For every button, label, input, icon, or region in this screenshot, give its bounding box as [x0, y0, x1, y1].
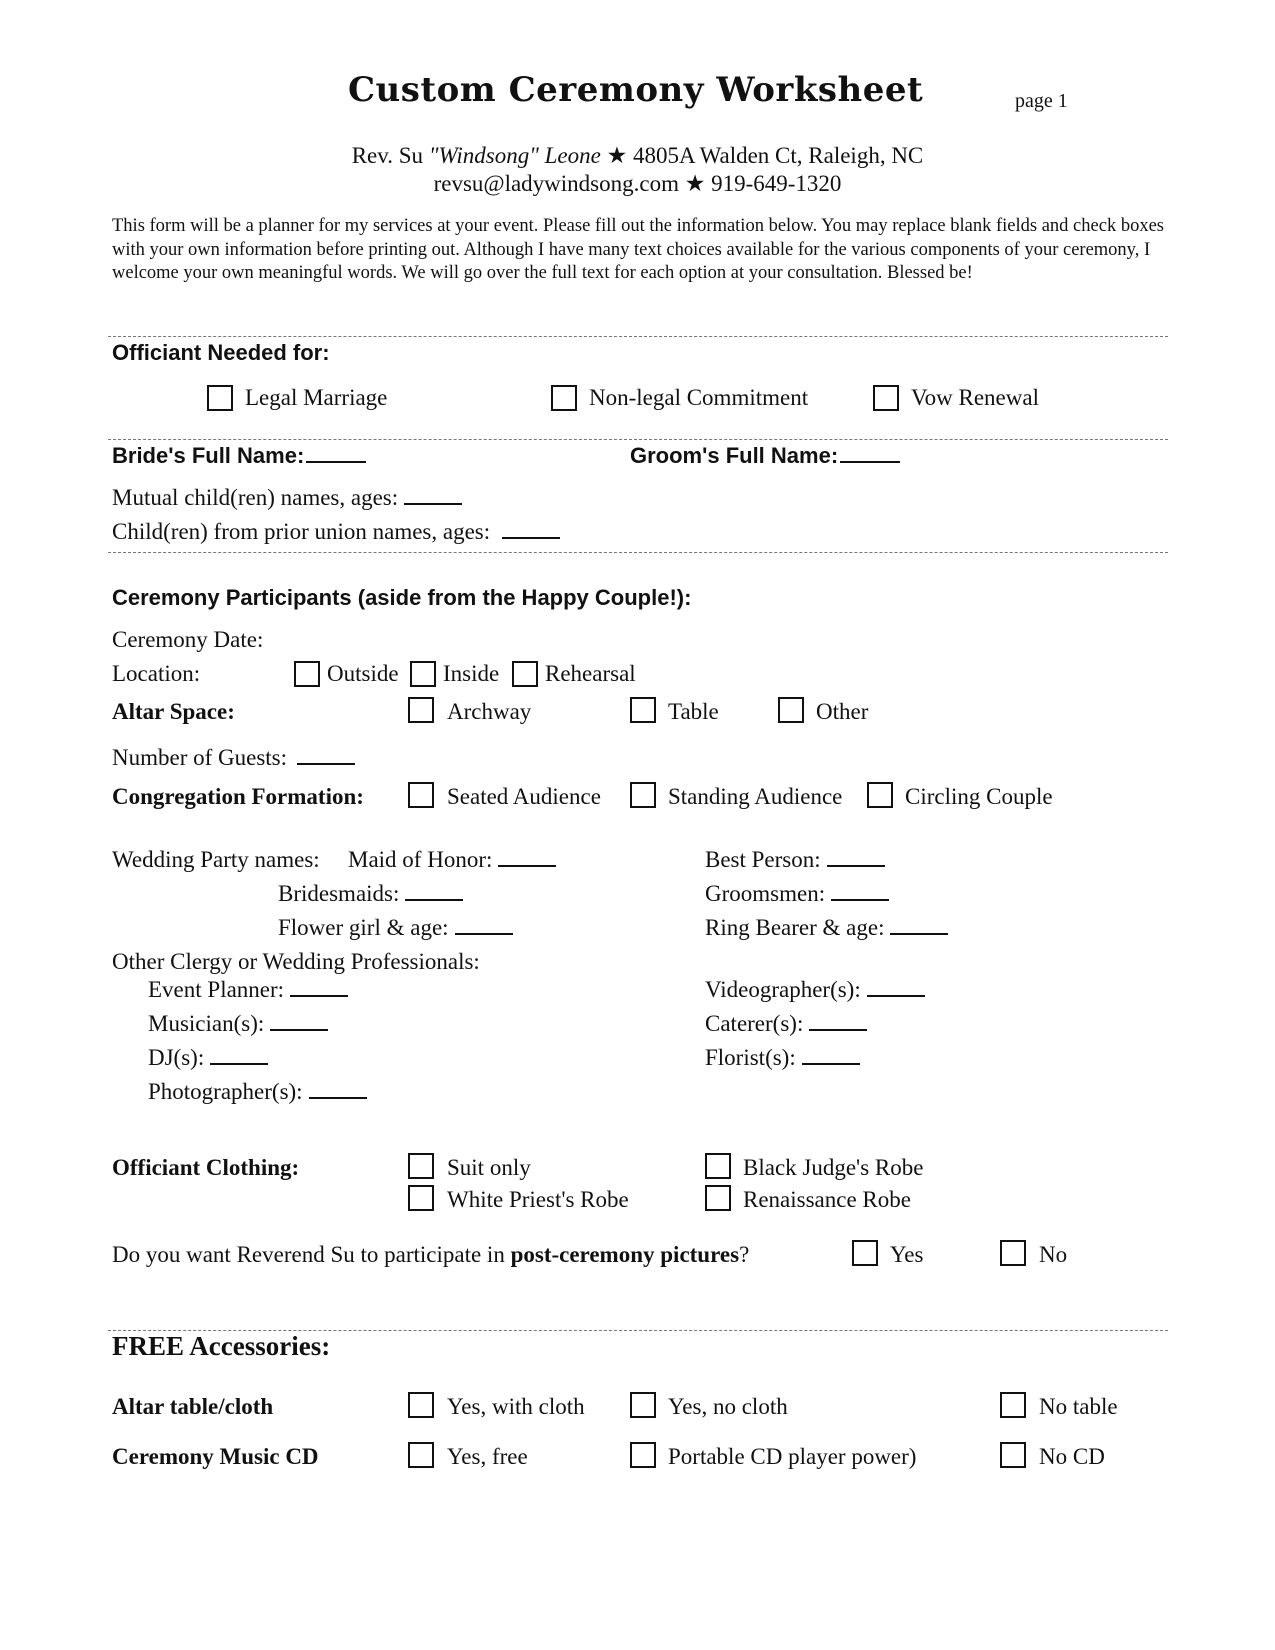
mutual-children-field[interactable]	[112, 485, 462, 511]
other-altar-checkbox[interactable]	[778, 697, 804, 723]
standing-audience-checkbox[interactable]	[630, 782, 656, 808]
inside-label: Inside	[443, 661, 500, 686]
pictures-question	[112, 1242, 749, 1268]
circling-couple-label: Circling Couple	[905, 784, 1053, 809]
formation-label: Congregation Formation:	[112, 784, 364, 809]
divider	[108, 552, 1168, 553]
outside-checkbox[interactable]	[294, 661, 320, 687]
florist-field[interactable]	[705, 1045, 860, 1071]
prior-children-label: Child(ren) from prior union names, ages:	[112, 519, 491, 544]
archway-checkbox[interactable]	[408, 697, 434, 723]
prior-children-field[interactable]	[112, 519, 560, 545]
pictures-question-a: Do you want Reverend Su to participate in	[112, 1242, 511, 1267]
contact-line-1	[0, 143, 1275, 169]
location-label: Location:	[112, 661, 201, 686]
contact-line-2: revsu@ladywindsong.com ★ 919-649-1320	[433, 171, 842, 196]
caterer-label: Caterer(s):	[705, 1011, 804, 1036]
white-priest-robe-checkbox[interactable]	[408, 1185, 434, 1211]
event-planner-label: Event Planner:	[148, 977, 285, 1002]
caterer-field[interactable]	[705, 1011, 867, 1037]
ceremony-date-label: Ceremony Date:	[112, 627, 264, 652]
guests-label: Number of Guests:	[112, 745, 288, 770]
dj-label: DJ(s):	[148, 1045, 205, 1070]
maid-of-honor-label: Maid of Honor:	[348, 847, 493, 872]
mutual-children-label: Mutual child(ren) names, ages:	[112, 485, 399, 510]
music-portable-cd-checkbox[interactable]	[630, 1442, 656, 1468]
officiant-heading: Officiant Needed for:	[112, 340, 330, 365]
ring-bearer-label: Ring Bearer & age:	[705, 915, 885, 940]
outside-label: Outside	[327, 661, 399, 686]
standing-audience-label: Standing Audience	[668, 784, 843, 809]
bridesmaids-label: Bridesmaids:	[278, 881, 400, 906]
music-no-cd-label: No CD	[1039, 1444, 1105, 1469]
clothing-label: Officiant Clothing:	[112, 1155, 300, 1180]
contact-name: "Windsong" Leone	[428, 143, 601, 168]
best-person-field[interactable]	[705, 847, 885, 873]
dj-field[interactable]	[148, 1045, 268, 1071]
black-judge-robe-label: Black Judge's Robe	[743, 1155, 924, 1180]
pictures-yes-checkbox[interactable]	[852, 1240, 878, 1266]
accessories-heading: FREE Accessories:	[112, 1331, 331, 1361]
musician-field[interactable]	[148, 1011, 328, 1037]
videographer-label: Videographer(s):	[705, 977, 861, 1002]
pictures-no-label: No	[1039, 1242, 1068, 1267]
participants-heading: Ceremony Participants (aside from the Happy Couple!):	[112, 585, 692, 610]
non-legal-commitment-checkbox[interactable]	[551, 385, 577, 411]
table-checkbox[interactable]	[630, 697, 656, 723]
music-yes-free-checkbox[interactable]	[408, 1442, 434, 1468]
other-altar-label: Other	[816, 699, 869, 724]
pictures-yes-label: Yes	[890, 1242, 924, 1267]
legal-marriage-label: Legal Marriage	[245, 385, 388, 410]
page-number: page 1	[1015, 90, 1068, 112]
musician-label: Musician(s):	[148, 1011, 265, 1036]
maid-of-honor-field[interactable]	[348, 847, 556, 873]
divider	[108, 439, 1168, 440]
black-judge-robe-checkbox[interactable]	[705, 1153, 731, 1179]
professionals-label: Other Clergy or Wedding Professionals:	[112, 949, 480, 974]
altar-table-label: Altar table/cloth	[112, 1394, 274, 1419]
contact-name-prefix: Rev. Su	[351, 143, 429, 168]
rehearsal-checkbox[interactable]	[512, 661, 538, 687]
altar-no-table-checkbox[interactable]	[1000, 1392, 1026, 1418]
table-label: Table	[668, 699, 719, 724]
altar-yes-no-cloth-checkbox[interactable]	[630, 1392, 656, 1418]
vow-renewal-label: Vow Renewal	[911, 385, 1039, 410]
florist-label: Florist(s):	[705, 1045, 796, 1070]
music-cd-label: Ceremony Music CD	[112, 1444, 319, 1469]
circling-couple-checkbox[interactable]	[867, 782, 893, 808]
suit-only-checkbox[interactable]	[408, 1153, 434, 1179]
groomsmen-label: Groomsmen:	[705, 881, 826, 906]
rehearsal-label: Rehearsal	[545, 661, 636, 686]
altar-space-label: Altar Space:	[112, 699, 235, 724]
suit-only-label: Suit only	[447, 1155, 531, 1180]
flower-girl-label: Flower girl & age:	[278, 915, 449, 940]
archway-label: Archway	[447, 699, 532, 724]
non-legal-commitment-label: Non-legal Commitment	[589, 385, 809, 410]
groom-name-field[interactable]	[630, 443, 900, 469]
ring-bearer-field[interactable]	[705, 915, 948, 941]
music-no-cd-checkbox[interactable]	[1000, 1442, 1026, 1468]
vow-renewal-checkbox[interactable]	[873, 385, 899, 411]
legal-marriage-checkbox[interactable]	[207, 385, 233, 411]
divider	[108, 336, 1168, 337]
groom-name-label: Groom's Full Name:	[630, 443, 839, 468]
pictures-no-checkbox[interactable]	[1000, 1240, 1026, 1266]
photographer-field[interactable]	[148, 1079, 367, 1105]
pictures-question-b: post-ceremony pictures	[510, 1242, 740, 1267]
bride-name-field[interactable]	[112, 443, 366, 469]
photographer-label: Photographer(s):	[148, 1079, 303, 1104]
videographer-field[interactable]	[705, 977, 925, 1003]
music-portable-cd-label: Portable CD player power)	[668, 1444, 917, 1469]
intro-text: This form will be a planner for my services at your event. Please fill out the information below. You may replace blank fields and check boxes with your own information before printing out. Although I have many text choices available for the various components of your ceremony, I welcome your own meaningful words. We will go over the full text for each option at your consultation. Blessed be!	[112, 216, 1164, 283]
wedding-party-label: Wedding Party names:	[112, 847, 320, 872]
altar-yes-no-cloth-label: Yes, no cloth	[668, 1394, 788, 1419]
white-priest-robe-label: White Priest's Robe	[447, 1187, 629, 1212]
best-person-label: Best Person:	[705, 847, 821, 872]
pictures-question-c: ?	[739, 1242, 750, 1267]
seated-audience-label: Seated Audience	[447, 784, 601, 809]
seated-audience-checkbox[interactable]	[408, 782, 434, 808]
flower-girl-field[interactable]	[278, 915, 513, 941]
renaissance-robe-checkbox[interactable]	[705, 1185, 731, 1211]
groomsmen-field[interactable]	[705, 881, 889, 907]
bride-name-label: Bride's Full Name:	[112, 443, 305, 468]
event-planner-field[interactable]	[148, 977, 348, 1003]
altar-yes-cloth-checkbox[interactable]	[408, 1392, 434, 1418]
altar-no-table-label: No table	[1039, 1394, 1118, 1419]
music-yes-free-label: Yes, free	[447, 1444, 528, 1469]
inside-checkbox[interactable]	[410, 661, 436, 687]
bridesmaids-field[interactable]	[278, 881, 463, 907]
altar-yes-cloth-label: Yes, with cloth	[447, 1394, 585, 1419]
page-title: Custom Ceremony Worksheet	[348, 70, 924, 110]
guests-field[interactable]	[112, 745, 355, 771]
contact-address: ★ 4805A Walden Ct, Raleigh, NC	[600, 143, 924, 168]
renaissance-robe-label: Renaissance Robe	[743, 1187, 911, 1212]
